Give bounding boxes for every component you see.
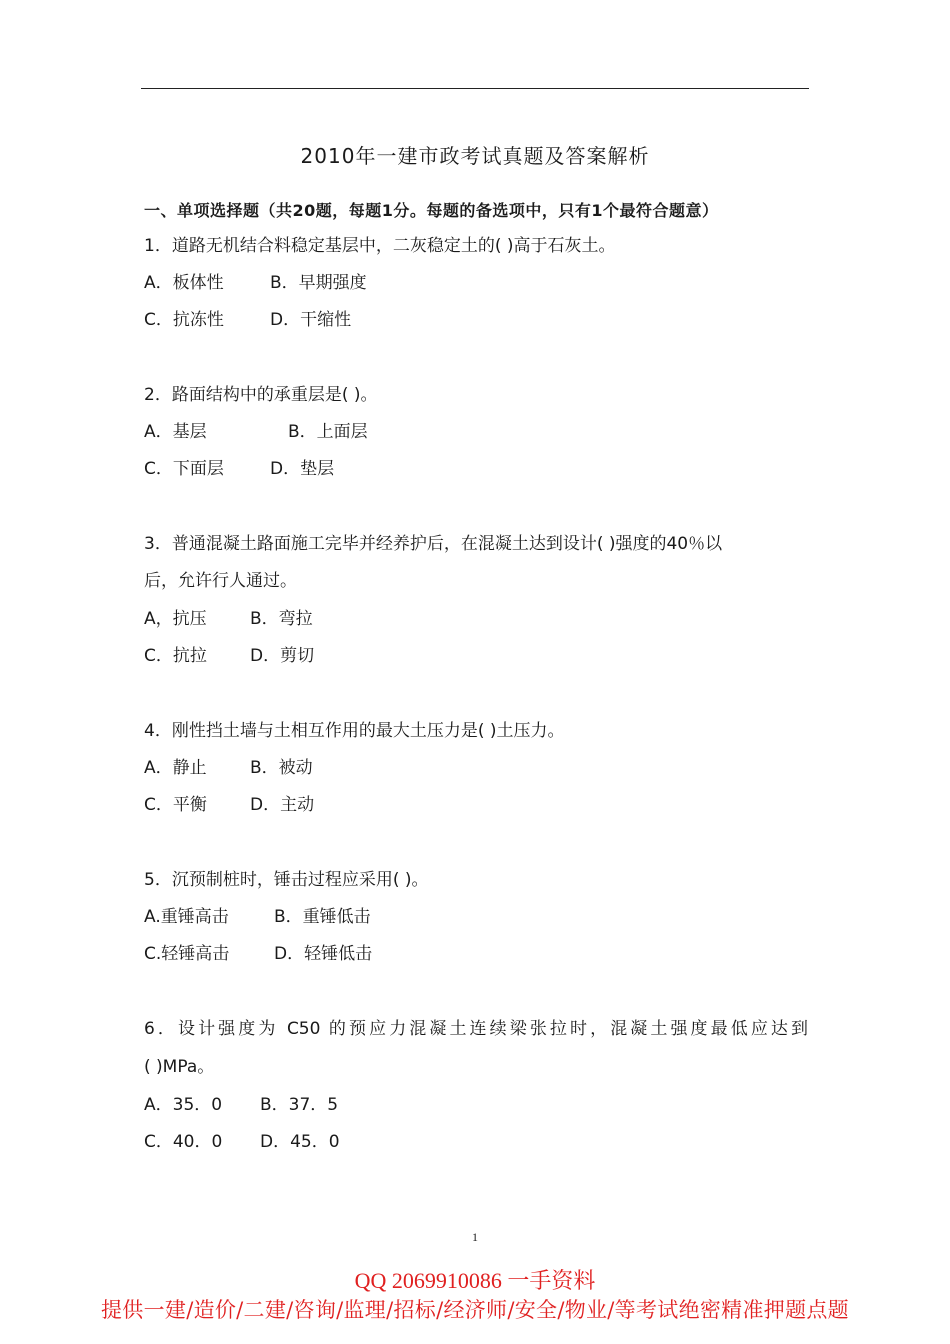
question-6-options-row-2 [144, 1130, 340, 1154]
question-6-stem-continued: ( )MPa。 [144, 1057, 215, 1077]
question-4-stem: 4．刚性挡土墙与土相互作用的最大土压力是( )土压力。 [144, 721, 565, 741]
option-c: C．40．0 [144, 1132, 223, 1152]
question-3-options-row-1 [144, 607, 313, 631]
option-b: B．重锤低击 [274, 907, 371, 927]
question-6-options-row-1 [144, 1093, 339, 1117]
question-1-options-row-1 [144, 271, 367, 295]
footer-contact-line: QQ 2069910086 一手资料 [354, 1268, 596, 1293]
option-b: B．被动 [250, 758, 313, 778]
option-a: A．35．0 [144, 1095, 223, 1115]
question-3-options-row-2 [144, 644, 315, 668]
option-d: D．主动 [250, 795, 315, 815]
option-b: B．37．5 [260, 1095, 339, 1115]
option-c: C．下面层 [144, 459, 224, 479]
option-a: A．板体性 [144, 273, 224, 293]
option-a: A，抗压 [144, 609, 207, 629]
option-a: A．静止 [144, 758, 207, 778]
option-b: B．上面层 [288, 422, 368, 442]
question-1-stem: 1．道路无机结合料稳定基层中，二灰稳定土的( )高于石灰土。 [144, 236, 616, 256]
question-2-options-row-2 [144, 457, 335, 481]
option-d: D．干缩性 [270, 310, 352, 330]
question-5-options-row-2 [144, 942, 373, 966]
page-number: 1 [472, 1230, 478, 1244]
question-5-stem: 5．沉预制桩时，锤击过程应采用( )。 [144, 870, 429, 890]
option-c: C．抗拉 [144, 646, 207, 666]
option-a: A．基层 [144, 422, 207, 442]
question-5-options-row-1 [144, 905, 371, 929]
question-3-stem: 3．普通混凝土路面施工完毕并经养护后，在混凝土达到设计( )强度的40％以 [144, 534, 723, 554]
document-title: 2010年一建市政考试真题及答案解析 [300, 144, 650, 168]
question-1-options-row-2 [144, 308, 352, 332]
option-d: D．45．0 [260, 1132, 340, 1152]
option-d: D．垫层 [270, 459, 335, 479]
header-rule [141, 88, 809, 89]
section-heading: 一、单项选择题（共20题，每题1分。每题的备选项中，只有1个最符合题意） [144, 201, 719, 220]
option-c: C.轻锤高击 [144, 944, 230, 964]
question-3-stem-continued: 后，允许行人通过。 [144, 571, 297, 591]
option-c: C．平衡 [144, 795, 207, 815]
question-2-stem: 2．路面结构中的承重层是( )。 [144, 385, 378, 405]
option-a: A.重锤高击 [144, 907, 229, 927]
option-c: C．抗冻性 [144, 310, 224, 330]
option-b: B．弯拉 [250, 609, 313, 629]
option-d: D．剪切 [250, 646, 315, 666]
option-b: B．早期强度 [270, 273, 367, 293]
question-4-options-row-2 [144, 793, 315, 817]
option-d: D．轻锤低击 [274, 944, 373, 964]
question-2-options-row-1 [144, 420, 368, 444]
question-4-options-row-1 [144, 756, 313, 780]
footer-promo-line: 提供一建/造价/二建/咨询/监理/招标/经济师/安全/物业/等考试绝密精准押题点题 [101, 1298, 849, 1322]
question-6-stem: 6．设计强度为 C50 的预应力混凝土连续梁张拉时，混凝土强度最低应达到 [144, 1019, 808, 1039]
